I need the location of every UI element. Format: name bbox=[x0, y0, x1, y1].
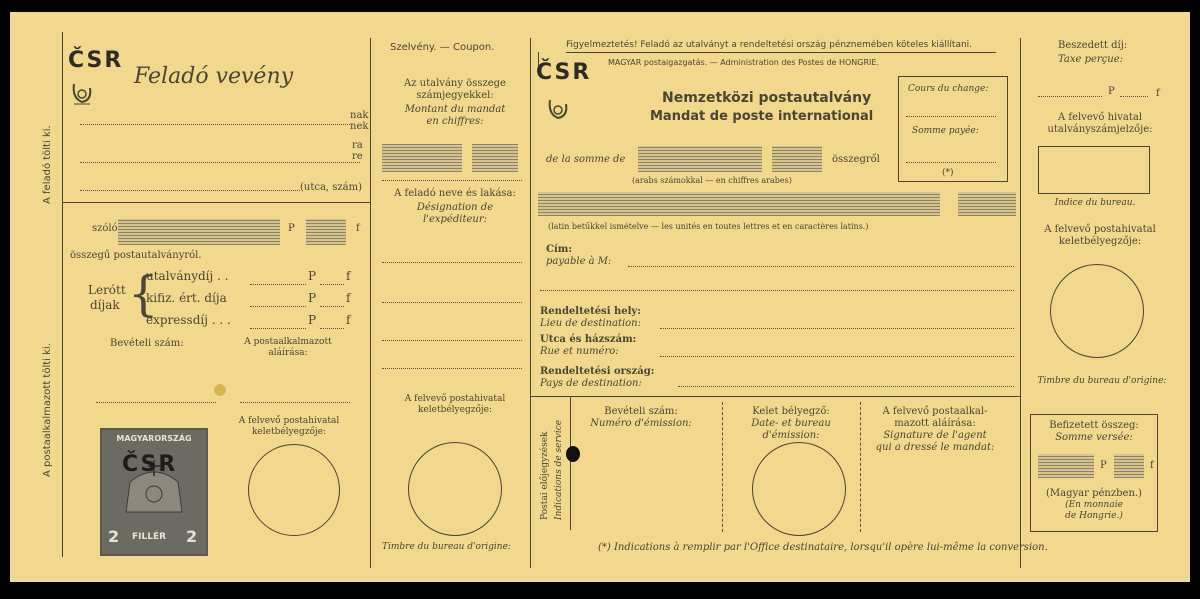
stamp-value: 2 bbox=[186, 527, 198, 546]
indications-note: (*) Indications à remplir par l'Office destinataire, lorsqu'il opère lui-même la conversion. bbox=[598, 542, 1048, 553]
main-filler-field[interactable] bbox=[772, 146, 822, 172]
vertical-label-clerk: A postaalkalmazott tölti ki. bbox=[42, 343, 53, 477]
right-felvevo-label: keletbélyegzője: bbox=[1058, 236, 1142, 247]
coupon-filler-field[interactable] bbox=[472, 144, 518, 172]
lieu-label: Lieu de destination: bbox=[540, 318, 641, 329]
kelet-label: d'émission: bbox=[762, 430, 820, 441]
coupon-sender-label: l'expéditeur: bbox=[423, 214, 487, 225]
kelet-label: Date- et bureau bbox=[751, 418, 831, 429]
coupon-montant-label: Montant du mandat bbox=[404, 104, 506, 115]
warning-text: Figyelmeztetés! Feladó az utalványt a rendeltetési ország pénznemében köteles kiállítani. bbox=[566, 40, 973, 50]
postai-label: Postai előjegyzések bbox=[540, 431, 550, 520]
paper-spot bbox=[214, 384, 226, 396]
osszegrol-label: összegről bbox=[832, 154, 880, 165]
indice-box[interactable] bbox=[1038, 146, 1150, 194]
posthorn-icon bbox=[546, 94, 572, 124]
perforation-line-2 bbox=[530, 38, 531, 568]
suffix-ra: ra bbox=[352, 140, 363, 151]
amount-letters-field[interactable] bbox=[538, 192, 940, 216]
pengo-label: P bbox=[1108, 86, 1115, 97]
pengo-label: P bbox=[1100, 460, 1107, 471]
de-la-somme-label: de la somme de bbox=[546, 154, 626, 165]
taxe-label: Taxe perçue: bbox=[1058, 54, 1124, 65]
postmark-circle bbox=[248, 444, 340, 536]
csr-overprint: ČSR bbox=[68, 48, 124, 73]
hivatal-label: A felvevő hivatal bbox=[1057, 112, 1143, 123]
filler-label: f bbox=[346, 313, 351, 327]
befizetett-somme: Somme versée: bbox=[1055, 432, 1133, 443]
filler-label: f bbox=[356, 223, 360, 234]
perforation-line-1 bbox=[370, 38, 371, 568]
punch-hole bbox=[566, 446, 580, 462]
main-postmark-circle bbox=[752, 442, 846, 536]
money-order-card bbox=[10, 12, 1190, 582]
befizetett-filler[interactable] bbox=[1114, 454, 1144, 478]
right-felvevo-label: A felvevő postahivatal bbox=[1044, 224, 1156, 235]
main-title-hu: Nemzetközi postautalvány bbox=[662, 90, 872, 106]
felv-label: qui a dressé le mandat: bbox=[875, 442, 995, 453]
coupon-sender-label: A feladó neve és lakása: bbox=[394, 188, 516, 199]
suffix-nek: nek bbox=[350, 121, 369, 132]
pengo-label: P bbox=[308, 291, 317, 305]
right-timbre-label: Timbre du bureau d'origine: bbox=[1037, 376, 1167, 386]
filler-label: f bbox=[346, 291, 351, 305]
bevet-szam-label: Bevételi szám: bbox=[110, 338, 184, 349]
fees-label-2: díjak bbox=[90, 298, 120, 312]
kelet-label: Kelet bélyegző: bbox=[752, 406, 830, 417]
pengo-label: P bbox=[288, 223, 295, 234]
fee-row: utalványdíj . . bbox=[146, 269, 229, 283]
pengo-label: P bbox=[308, 313, 317, 327]
utca-label: Utca és házszám: bbox=[540, 334, 637, 345]
befizetett-label: Befizetett összeg: bbox=[1049, 420, 1139, 431]
filler-field-shaded[interactable] bbox=[306, 219, 346, 245]
stamp-country: MAGYARORSZÁG bbox=[116, 434, 192, 443]
magyar-label: (En monnaie bbox=[1065, 500, 1123, 510]
admin-text: MAGYAR postaigazgatás. — Administration des Postes de HONGRIE. bbox=[608, 58, 879, 67]
felv-label: mazott aláírása: bbox=[894, 418, 976, 429]
perforation-line-3 bbox=[1020, 38, 1021, 568]
bev-label: Bevételi szám: bbox=[604, 406, 678, 417]
vertical-label-sender: A feladó tölti ki. bbox=[42, 125, 53, 204]
pays-label: Pays de destination: bbox=[540, 378, 642, 389]
felv-label: Signature de l'agent bbox=[883, 430, 987, 441]
suffix-re: re bbox=[352, 151, 363, 162]
stamp-filler: FILLÉR bbox=[132, 532, 167, 542]
coupon-title: Szelvény. — Coupon. bbox=[390, 42, 495, 53]
suffix-nak: nak bbox=[350, 110, 369, 121]
felvevo-label: keletbélyegzője: bbox=[251, 427, 327, 437]
filler-label: f bbox=[1150, 460, 1154, 471]
rue-label: Rue et numéro: bbox=[540, 346, 619, 357]
filler-label: f bbox=[1156, 88, 1160, 99]
filler-label: f bbox=[346, 269, 351, 283]
somme-label: Somme payée: bbox=[912, 126, 979, 136]
coupon-montant-label: en chiffres: bbox=[426, 116, 484, 127]
receipt-title: Feladó vevény bbox=[134, 64, 294, 89]
payable-label: payable à M: bbox=[546, 256, 612, 267]
felvevo-label: A felvevő postahivatal bbox=[238, 416, 340, 426]
rend-hely-label: Rendeltetési hely: bbox=[540, 306, 641, 317]
fee-row: expressdíj . . . bbox=[146, 313, 231, 327]
osszegu-label: összegű postautalványról. bbox=[70, 250, 202, 261]
cim-label: Cím: bbox=[546, 244, 573, 255]
stamp-csr: ČSR bbox=[122, 452, 178, 477]
pengo-label: P bbox=[308, 269, 317, 283]
coupon-sender-label: Désignation de bbox=[416, 202, 494, 213]
postaalk-label: aláírása: bbox=[268, 348, 308, 358]
postage-stamp bbox=[100, 428, 208, 556]
amount-field-shaded[interactable] bbox=[118, 219, 280, 245]
main-frame bbox=[538, 52, 995, 70]
rend-orszag-label: Rendeltetési ország: bbox=[540, 366, 655, 377]
felv-label: A felvevő postaalkal- bbox=[882, 406, 988, 417]
bev-label: Numéro d'émission: bbox=[590, 418, 692, 429]
latin-hint: (latin betűkkel ismételve — les unités en toutes lettres et en caractères latins.) bbox=[548, 222, 869, 231]
stamp-value: 2 bbox=[108, 527, 120, 546]
magyar-label: de Hongrie.) bbox=[1065, 511, 1123, 521]
postai-label: Indications de service bbox=[554, 419, 564, 520]
coupon-timbre-label: Timbre du bureau d'origine: bbox=[382, 542, 511, 552]
coupon-postmark-circle bbox=[408, 442, 502, 536]
postaalk-label: A postaalkalmazott bbox=[244, 337, 332, 347]
street-hint: (utca, szám) bbox=[300, 182, 363, 193]
main-csr-overprint: ČSR bbox=[536, 60, 592, 85]
magyar-label: (Magyar pénzben.) bbox=[1046, 488, 1142, 499]
beszedett-label: Beszedett díj: bbox=[1058, 40, 1128, 51]
fee-row: kifiz. ért. díja bbox=[146, 291, 227, 305]
indice-label: Indice du bureau. bbox=[1054, 198, 1136, 208]
coupon-amount-field[interactable] bbox=[382, 144, 462, 172]
fees-label-1: Lerótt bbox=[88, 283, 126, 297]
cours-label: Cours du change: bbox=[908, 84, 989, 94]
right-postmark-circle bbox=[1050, 264, 1144, 358]
arab-hint: (arabs számokkal — en chiffres arabes) bbox=[632, 176, 792, 185]
main-amount-field[interactable] bbox=[638, 146, 762, 172]
star-note: (*) bbox=[942, 168, 954, 178]
hivatal-label: utalványszámjelzője: bbox=[1047, 124, 1153, 135]
main-title-fr: Mandat de poste international bbox=[650, 109, 874, 124]
brace: { bbox=[128, 266, 159, 322]
coupon-amount-label: számjegyekkel: bbox=[416, 90, 494, 101]
befizetett-field[interactable] bbox=[1038, 454, 1094, 478]
amount-letters-filler[interactable] bbox=[958, 192, 1016, 216]
posthorn-icon bbox=[70, 78, 96, 108]
coupon-felvevo-label: A felvevő postahivatal bbox=[404, 394, 506, 404]
coupon-amount-label: Az utalvány összege bbox=[404, 78, 506, 89]
szolo-label: szóló bbox=[92, 223, 118, 234]
left-margin-line bbox=[62, 32, 63, 557]
coupon-felvevo-label: keletbélyegzője: bbox=[417, 405, 493, 415]
